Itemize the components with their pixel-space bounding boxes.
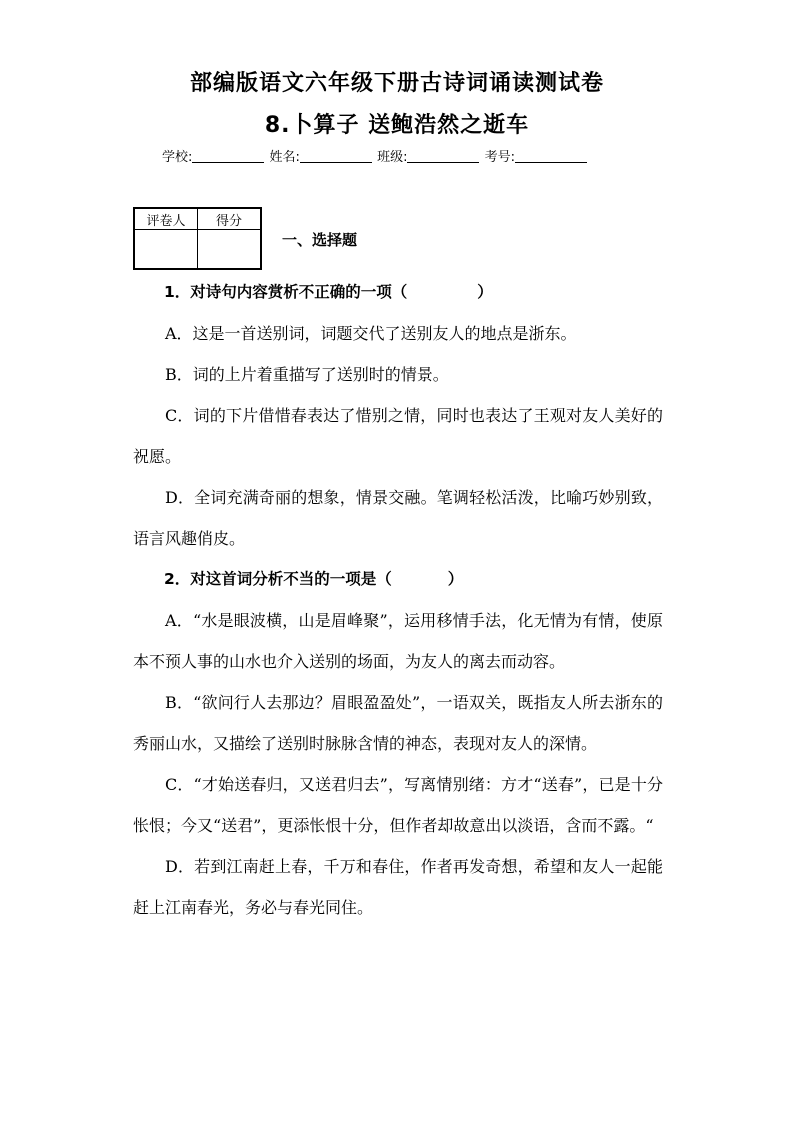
- student-info-line: [162, 146, 588, 165]
- grader-cell[interactable]: [134, 230, 198, 270]
- question-2-option-c[interactable]: C．“才始送春归，又送君归去”，写离情别绪：方才“送春”，已是十分怅恨；今又“送君”，更添怅恨十分，但作者却故意出以淡语，含而不露。“: [133, 775, 663, 835]
- question-1-option-d[interactable]: D．全词充满奇丽的想象，情景交融。笔调轻松活泼，比喻巧妙别致，语言风趣俏皮。: [133, 488, 663, 548]
- question-2-stem: 2．对这首词分析不当的一项是（ ）: [164, 570, 464, 588]
- question-1-stem: 1．对诗句内容赏析不正确的一项（ ）: [164, 283, 493, 301]
- section-title: 一、选择题: [282, 231, 358, 249]
- question-2-option-b[interactable]: B．“欲问行人去那边？眉眼盈盈处”，一语双关，既指友人所去浙东的秀丽山水，又描绘了送别时脉脉含情的神态，表现对友人的深情。: [133, 693, 663, 753]
- grader-header: 评卷人: [134, 208, 198, 230]
- question-1-option-c[interactable]: C．词的下片借惜春表达了惜别之情，同时也表达了王观对友人美好的祝愿。: [133, 406, 663, 466]
- question-1-option-a[interactable]: A．这是一首送别词，词题交代了送别友人的地点是浙东。: [165, 324, 577, 343]
- name-label: 姓名:: [269, 150, 300, 165]
- name-blank[interactable]: [300, 150, 372, 163]
- score-table: [133, 207, 262, 270]
- score-cell[interactable]: [198, 230, 262, 270]
- school-label: 学校:: [162, 150, 193, 165]
- question-2-option-a[interactable]: A．“水是眼波横，山是眉峰聚”，运用移情手法，化无情为有情，使原本不预人事的山水也介入送别的场面，为友人的离去而动容。: [133, 611, 663, 671]
- questions-body: [133, 272, 663, 928]
- school-blank[interactable]: [192, 150, 264, 163]
- exam-no-blank[interactable]: [515, 150, 587, 163]
- question-2-option-d[interactable]: D．若到江南赶上春，千万和春住，作者再发奇想，希望和友人一起能赶上江南春光，务必与春光同住。: [133, 857, 663, 917]
- class-label: 班级:: [377, 150, 408, 165]
- exam-title: 部编版语文六年级下册古诗词诵读测试卷: [189, 71, 604, 96]
- question-1-option-b[interactable]: B．词的上片着重描写了送别时的情景。: [165, 365, 449, 384]
- class-blank[interactable]: [407, 150, 479, 163]
- exam-subtitle: 8.卜算子 送鲍浩然之逝车: [264, 113, 530, 138]
- exam-no-label: 考号:: [484, 150, 515, 165]
- score-header: 得分: [198, 208, 262, 230]
